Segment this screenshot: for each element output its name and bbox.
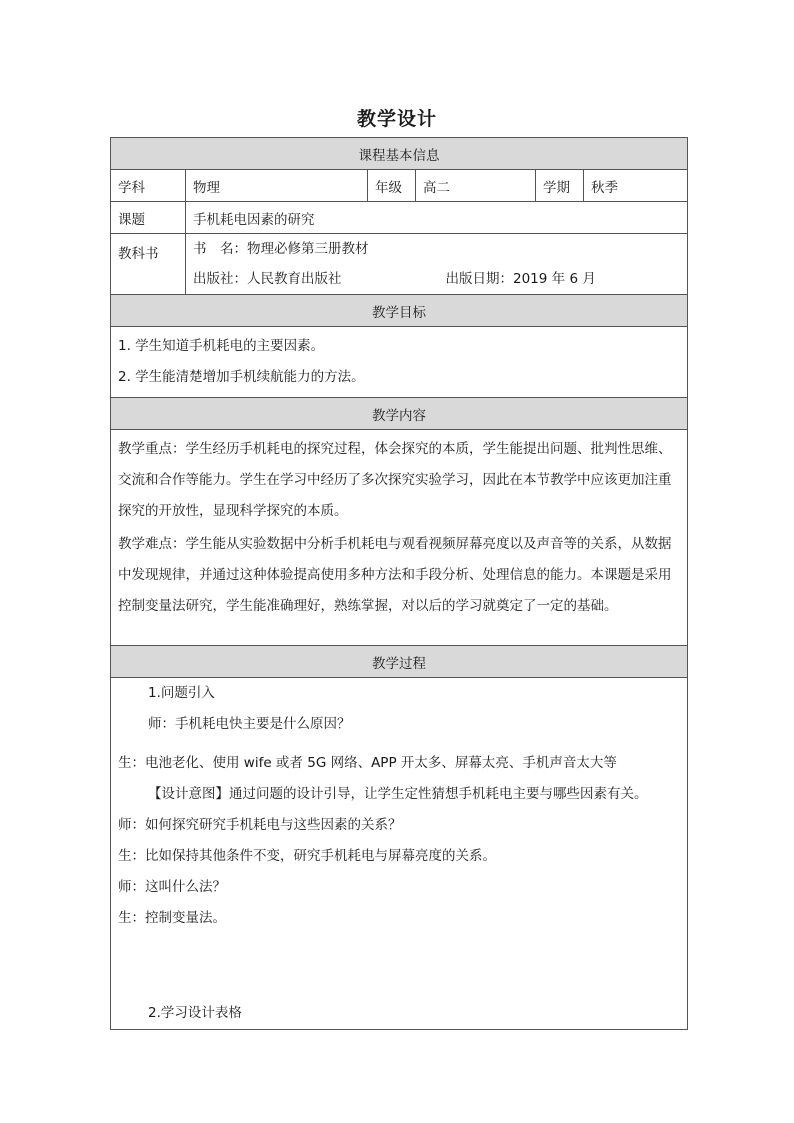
grade-value: 高二	[416, 170, 536, 202]
process-line: 师：手机耗电快主要是什么原因？	[148, 716, 351, 732]
book-name: 书 名：物理必修第三册教材	[193, 241, 369, 257]
topic-label: 课题	[111, 202, 186, 234]
term-value: 秋季	[584, 170, 688, 202]
topic-row	[111, 202, 688, 234]
objective-item: 2. 学生能清楚增加手机续航能力的方法。	[118, 369, 365, 385]
process-line: 生：比如保持其他条件不变，研究手机耗电与屏幕亮度的关系。	[118, 848, 496, 864]
objectives-row	[111, 327, 688, 398]
process-cell	[111, 678, 688, 1030]
grade-label: 年级	[368, 170, 416, 202]
process-line: 师：如何探究研究手机耗电与这些因素的关系？	[118, 817, 402, 833]
lesson-plan-table	[110, 137, 688, 1030]
key-points-paragraph: 教学重点：学生经历手机耗电的探究过程，体会探究的本质，学生能提出问题、批判性思维、交流和合作等能力。学生在学习中经历了多次探究实验学习，因此在本节教学中应该更加注重探究的开放性，显现科学探究的本质。	[118, 441, 672, 519]
subject-value: 物理	[186, 170, 368, 202]
subject-label: 学科	[111, 170, 186, 202]
document-title: 教学设计	[356, 108, 437, 130]
textbook-row	[111, 234, 688, 295]
process-line: 生：电池老化、使用 wife 或者 5G 网络、APP 开太多、屏幕太亮、手机声音太大等	[118, 755, 617, 771]
process-header: 教学过程	[111, 646, 688, 678]
process-line: 1.问题引入	[148, 685, 215, 701]
basic-info-header: 课程基本信息	[111, 138, 688, 170]
content-header: 教学内容	[111, 398, 688, 430]
basic-info-header-row	[111, 138, 688, 170]
publisher-line	[193, 264, 680, 294]
process-line: 【设计意图】通过问题的设计引导，让学生定性猜想手机耗电主要与哪些因素有关。	[148, 786, 648, 802]
process-row	[111, 678, 688, 1030]
objectives-header-row	[111, 295, 688, 327]
content-header-row	[111, 398, 688, 430]
term-label: 学期	[536, 170, 584, 202]
process-header-row	[111, 646, 688, 678]
content-cell	[111, 430, 688, 646]
objectives-cell	[111, 327, 688, 398]
content-row	[111, 430, 688, 646]
publisher: 出版社：人民教育出版社	[193, 271, 342, 287]
objectives-header: 教学目标	[111, 295, 688, 327]
publish-date: 出版日期：2019 年 6 月	[445, 271, 596, 287]
process-line: 生：控制变量法。	[118, 910, 226, 926]
process-line: 师：这叫什么法？	[118, 879, 226, 895]
textbook-info	[186, 234, 688, 295]
objective-item: 1. 学生知道手机耗电的主要因素。	[118, 338, 325, 354]
basic-info-row	[111, 170, 688, 202]
topic-value: 手机耗电因素的研究	[186, 202, 688, 234]
process-line: 2.学习设计表格	[148, 1005, 242, 1021]
textbook-label: 教科书	[111, 234, 186, 295]
difficulties-paragraph: 教学难点：学生能从实验数据中分析手机耗电与观看视频屏幕亮度以及声音等的关系，从数据中发现规律，并通过这种体验提高使用多种方法和手段分析、处理信息的能力。本课题是采用控制变量法研究，学生能准确理好，熟练掌握，对以后的学习就奠定了一定的基础。	[118, 536, 672, 614]
